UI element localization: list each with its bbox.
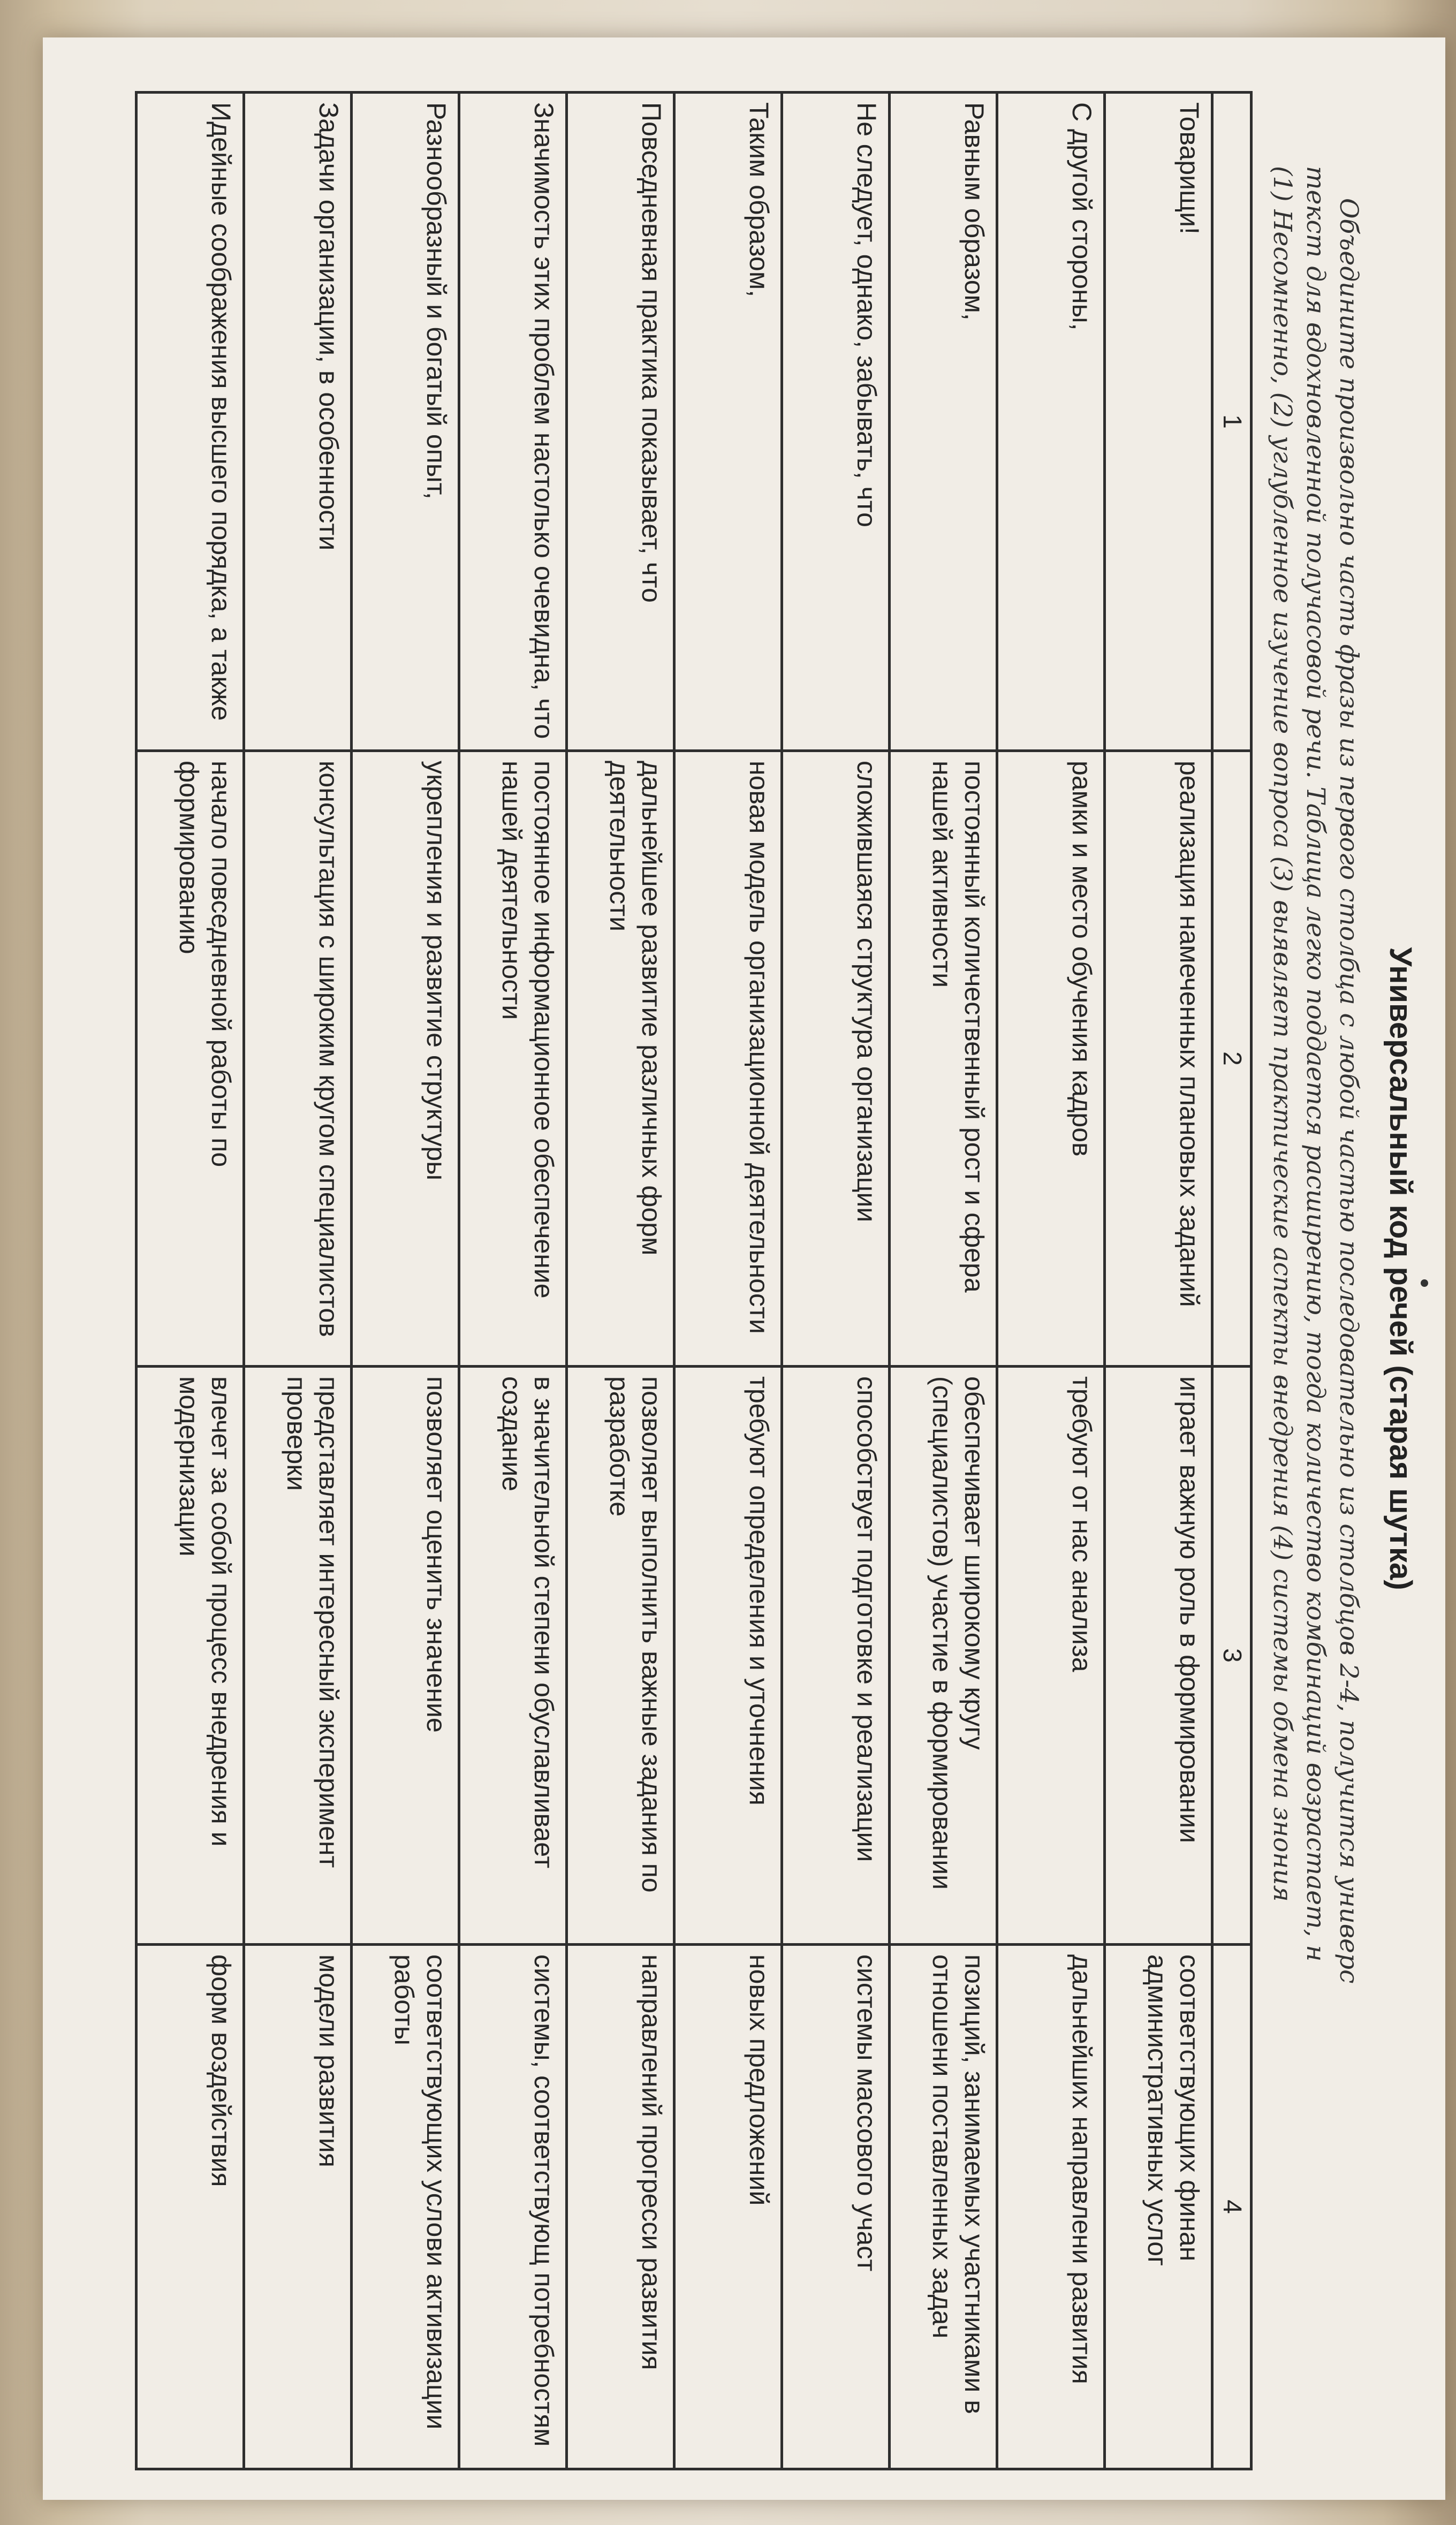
table-row bbox=[997, 93, 1105, 2469]
table-cell: влечет за собой процесс внедрения и модернизации bbox=[136, 1367, 244, 1945]
table-cell: играет важную роль в формировании bbox=[1105, 1367, 1212, 1945]
column-header: 2 bbox=[1212, 751, 1252, 1367]
table-cell: Значимость этих проблем настолько очевидна, что bbox=[459, 93, 567, 751]
table-cell: позволяет оценить значение bbox=[352, 1367, 459, 1945]
table-cell: дальнейших направлени развития bbox=[997, 1945, 1105, 2469]
table-cell: С другой стороны, bbox=[997, 93, 1105, 751]
table-cell: соответствующих услови активизации работы bbox=[352, 1945, 459, 2469]
table-header-row bbox=[1212, 93, 1252, 2469]
intro-text bbox=[1265, 166, 1365, 2457]
phrase-table bbox=[135, 91, 1253, 2470]
intro-line-2: текст для вдохновленной получасовой речи. Таблица легко поддается расширению, тогда количество комбинаций возрастает, н bbox=[1301, 166, 1330, 1962]
table-cell: постоянный количественный рост и сфера нашей активности bbox=[890, 751, 997, 1367]
table-row bbox=[1105, 93, 1212, 2469]
column-header: 3 bbox=[1212, 1367, 1252, 1945]
rotated-document bbox=[59, 59, 1429, 2478]
table-cell: дальнейшее развитие различных форм деятельности bbox=[567, 751, 674, 1367]
table-row bbox=[890, 93, 997, 2469]
table-cell: форм воздействия bbox=[136, 1945, 244, 2469]
table-cell: соответствующих финан административных услог bbox=[1105, 1945, 1212, 2469]
table-cell: представляет интересный эксперимент проверки bbox=[244, 1367, 352, 1945]
table-cell: Таким образом, bbox=[674, 93, 782, 751]
table-cell: Равным образом, bbox=[890, 93, 997, 751]
table-cell: позволяет выполнить важные задания по разработке bbox=[567, 1367, 674, 1945]
intro-line-1: Объедините произвольно часть фразы из первого столбца с любой частью последовательно из столбцов 2-4, получится универс bbox=[1334, 198, 1363, 1984]
table-cell: Товарищи! bbox=[1105, 93, 1212, 751]
table-cell: Не следует, однако, забывать, что bbox=[782, 93, 890, 751]
table-row bbox=[674, 93, 782, 2469]
table-cell: системы массового участ bbox=[782, 1945, 890, 2469]
table-cell: консультация с широким кругом специалистов bbox=[244, 751, 352, 1367]
table-cell: способствует подготовке и реализации bbox=[782, 1367, 890, 1945]
document-title: Универсальный код речей (старая шутка) bbox=[1383, 947, 1418, 1590]
table-cell: укрепления и развитие структуры bbox=[352, 751, 459, 1367]
table-cell: системы, соответствующ потребностям bbox=[459, 1945, 567, 2469]
table-cell: требуют определения и уточнения bbox=[674, 1367, 782, 1945]
table-row bbox=[244, 93, 352, 2469]
ink-dot bbox=[1421, 1279, 1428, 1287]
table-cell: требуют от нас анализа bbox=[997, 1367, 1105, 1945]
table-cell: новая модель организационной деятельности bbox=[674, 751, 782, 1367]
column-header: 1 bbox=[1212, 93, 1252, 751]
table-cell: направлений прогресси развития bbox=[567, 1945, 674, 2469]
table-cell: обеспечивает широкому кругу (специалистов) участие в формировании bbox=[890, 1367, 997, 1945]
table-cell: реализация намеченных плановых заданий bbox=[1105, 751, 1212, 1367]
table-cell: позиций, занимаемых участниками в отношени поставленных задач bbox=[890, 1945, 997, 2469]
table-cell: новых предложений bbox=[674, 1945, 782, 2469]
table-cell: рамки и место обучения кадров bbox=[997, 751, 1105, 1367]
column-header: 4 bbox=[1212, 1945, 1252, 2469]
table-cell: в значительной степени обуславливает создание bbox=[459, 1367, 567, 1945]
table-cell: Разнообразный и богатый опыт, bbox=[352, 93, 459, 751]
table-row bbox=[352, 93, 459, 2469]
table-cell: Повседневная практика показывает, что bbox=[567, 93, 674, 751]
paper-sheet bbox=[43, 37, 1445, 2500]
table-row bbox=[567, 93, 674, 2469]
table-row bbox=[136, 93, 244, 2469]
table-cell: Идейные соображения высшего порядка, а также bbox=[136, 93, 244, 751]
table-row bbox=[782, 93, 890, 2469]
table-row bbox=[459, 93, 567, 2469]
table-cell: Задачи организации, в особенности bbox=[244, 93, 352, 751]
table-cell: постоянное информационное обеспечение нашей деятельности bbox=[459, 751, 567, 1367]
table-cell: сложившаяся структура организации bbox=[782, 751, 890, 1367]
intro-line-3: (1) Несомненно, (2) углубленное изучение вопроса (3) выявляет практические аспекты внедрения (4) системы обмена знония bbox=[1268, 166, 1297, 1902]
table-cell: модели развития bbox=[244, 1945, 352, 2469]
table-cell: начало повседневной работы по формированию bbox=[136, 751, 244, 1367]
